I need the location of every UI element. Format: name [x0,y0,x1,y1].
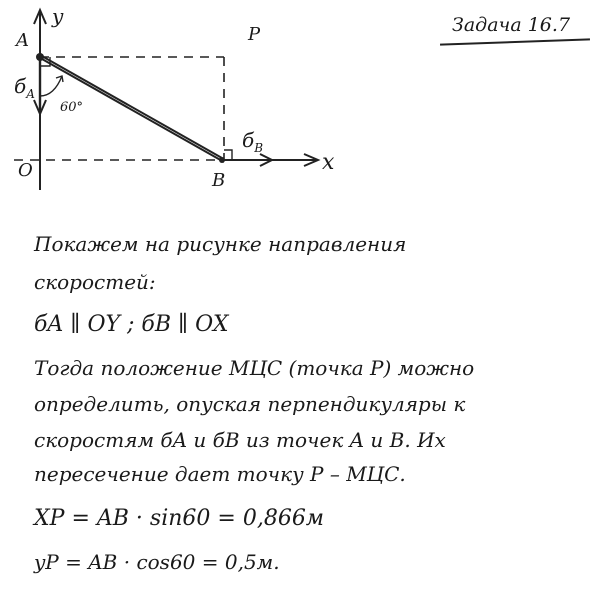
text-line-2: скоростей: [34,270,156,294]
text-line-5: определить, опуская перпендикуляры к [34,392,466,416]
problem-title: Задача 16.7 [452,14,571,36]
point-p-label: P [248,24,261,45]
point-b [219,157,225,163]
text-line-3: бA ∥ OY ; бB ∥ OX [34,312,229,337]
angle-label: 60° [60,100,84,115]
x-axis-label: x [322,150,335,175]
velocity-a-label: $б_A$ [14,74,35,101]
point-b-label: B [212,170,226,191]
formula-yp: yP = AB · cos60 = 0,5м. [34,550,280,574]
velocity-b-label: $б_B$ [242,128,264,155]
right-angle-mark-b [224,150,232,160]
formula-xp: XP = AB · sin60 = 0,866м [34,506,325,531]
text-line-7: пересечение дает точку P – МЦС. [34,462,406,486]
text-line-4: Тогда положение МЦС (точка P) можно [34,356,475,380]
angle-arc [40,76,62,96]
point-a [36,53,44,61]
y-axis-label: y [52,4,64,28]
origin-label: O [18,160,33,181]
text-line-6: скоростям бA и бB из точек A и B. Их [34,428,446,452]
point-a-label: A [16,30,29,51]
text-line-1: Покажем на рисунке направления [34,232,407,256]
